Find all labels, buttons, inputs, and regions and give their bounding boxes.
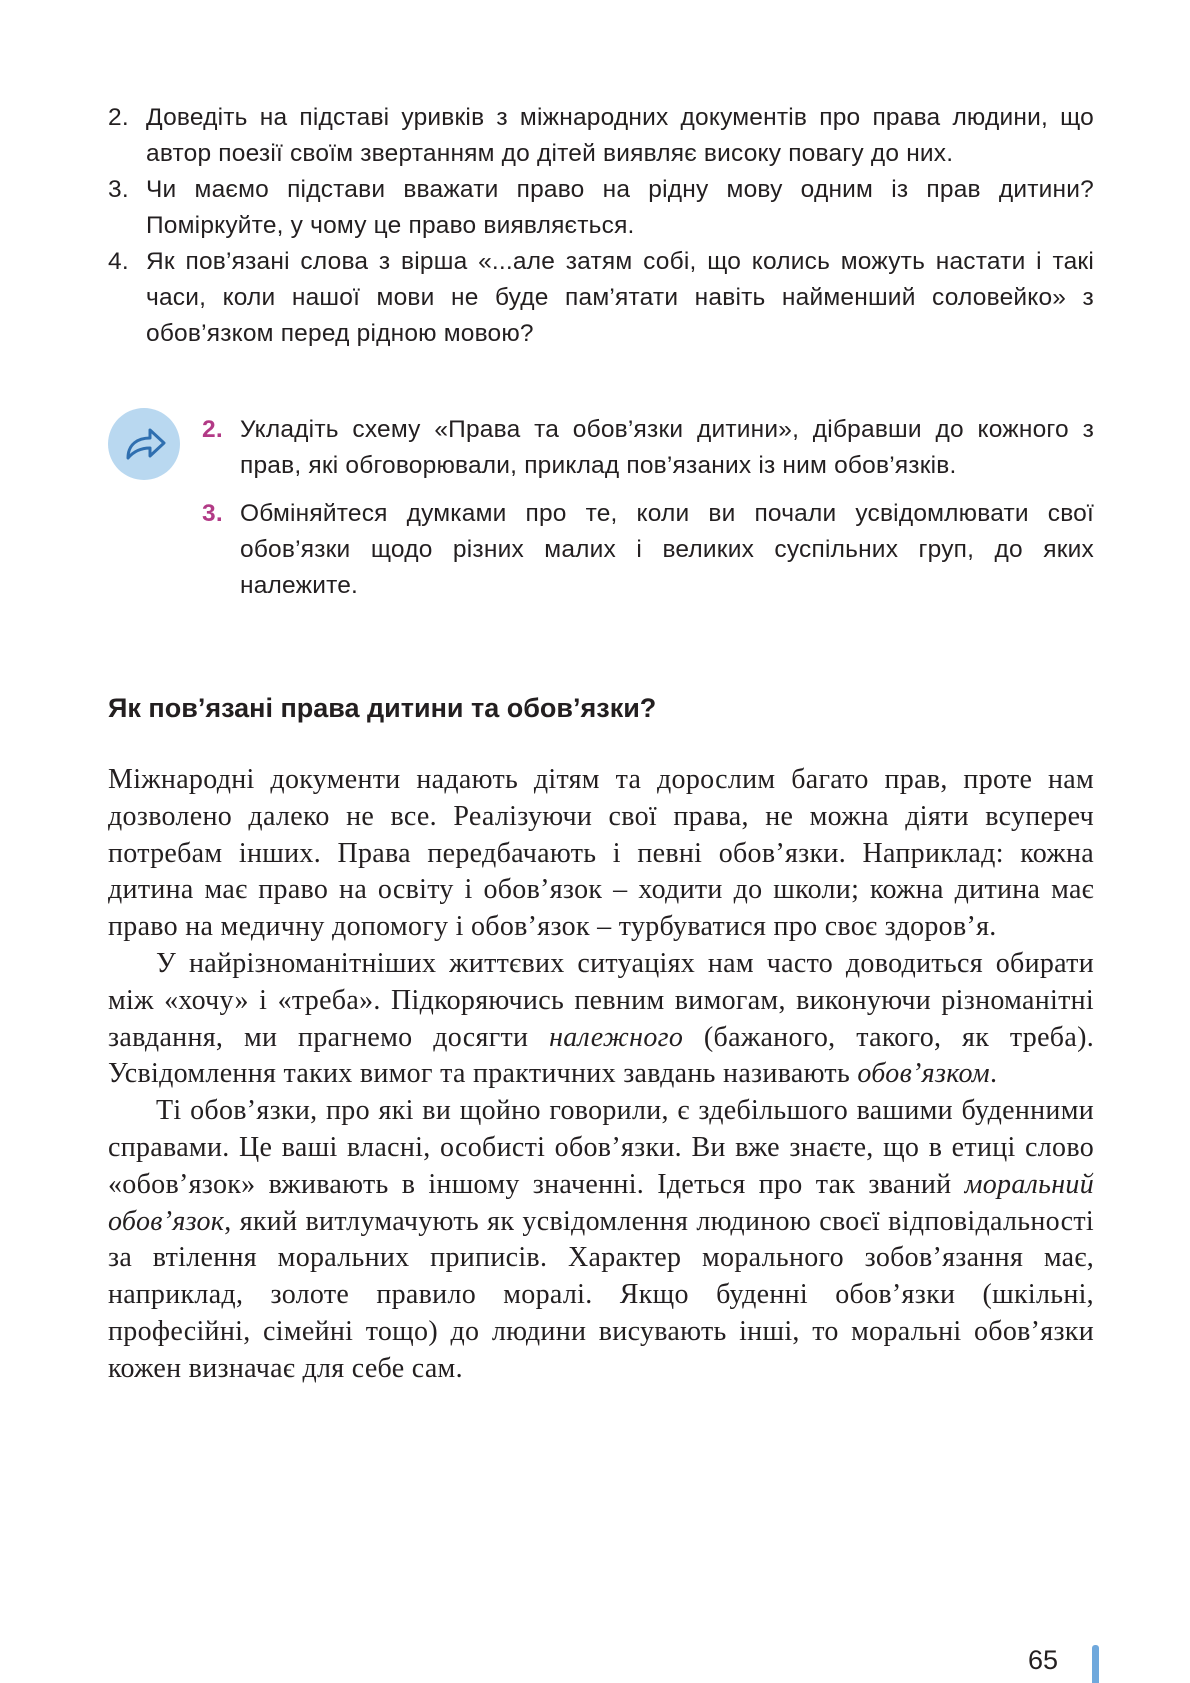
tasks-list — [202, 412, 1094, 616]
body-text — [108, 762, 1094, 1388]
question-number: 3. — [108, 176, 129, 203]
page-marker-bar — [1092, 1645, 1099, 1683]
questions-list — [108, 100, 1094, 352]
paragraph — [108, 946, 1094, 1093]
question-item — [108, 172, 1094, 244]
task-number: 2. — [202, 416, 223, 443]
emphasis: обов’язком — [857, 1058, 990, 1090]
question-number: 4. — [108, 248, 129, 275]
task-item — [202, 496, 1094, 604]
question-text: Доведіть на підставі уривків з міжнародних документів про права людини, що автор поезії своїм звертанням до дітей виявляє високу повагу до них. — [146, 104, 1094, 167]
text-run: (бажаного, такого, як треба). Усвідомлення таких вимог та практичних завдань називають — [108, 1021, 1094, 1090]
question-item — [108, 244, 1094, 352]
text-run: . — [989, 1058, 998, 1090]
question-number: 2. — [108, 104, 129, 131]
text-run: , який витлумачують як усвідомлення людиною своєї відповідальності за втілення моральних приписів. Характер морального зобов’язання має, наприклад, золоте правило моралі. Якщо буденні обов’язки (шкільні, професійні, сімейні тощо) до людини висувають інші, то моральні обов’язки кожен визначає для себе сам. — [108, 1205, 1094, 1384]
section-heading: Як пов’язані права дитини та обов’язки? — [108, 693, 657, 723]
share-arrow-icon — [108, 408, 180, 480]
text-run: Ті обов’язки, про які ви щойно говорили, є здебільшого вашими буденними справами. Це ваші власні, особисті обов’язки. Ви вже знаєте, що в етиці слово «обов’язок» вживають в іншому значенні. Ідеться про так званий — [108, 1095, 1094, 1200]
question-item — [108, 100, 1094, 172]
text-run: У найрізноманітніших життєвих ситуаціях нам часто доводиться обирати між «хочу» і «треба». Підкоряючись певним вимогам, виконуючи різноманітні завдання, ми прагнемо досягти — [108, 947, 1094, 1053]
task-text: Укладіть схему «Права та обов’язки дитини», дібравши до кожного з прав, які обговорювали, приклад пов’язаних із ним обов’язків. — [240, 416, 1094, 479]
paragraph: Міжнародні документи надають дітям та дорослим багато прав, проте нам дозволено далеко не все. Реалізуючи свої права, не можна діяти всупереч потребам інших. Права передбачають і певні обов’язки. Наприклад: кожна дитина має право на освіту і обов’язок – ходити до школи; кожна дитина має право на медичну допомогу і обов’язок – турбуватися про своє здоров’я. — [108, 764, 1094, 943]
task-text: Обміняйтеся думками про те, коли ви почали усвідомлювати свої обов’язки щодо різних малих і великих суспільних груп, до яких належите. — [240, 500, 1094, 599]
paragraph — [108, 1093, 1094, 1387]
emphasis: моральний обов’язок — [108, 1168, 1094, 1237]
question-text: Як пов’язані слова з вірша «...але затям собі, що колись можуть настати і такі часи, коли нашої мови не буде пам’ятати навіть найменший соловейко» з обов’язком перед рідною мовою? — [146, 248, 1094, 347]
page-number: 65 — [1028, 1645, 1059, 1675]
question-text: Чи маємо підстави вважати право на рідну мову одним із прав дитини? Поміркуйте, у чому це право виявляється. — [146, 176, 1094, 239]
share-arrow-glyph — [108, 408, 180, 480]
task-item — [202, 412, 1094, 484]
task-number: 3. — [202, 500, 223, 527]
emphasis: належного — [549, 1021, 684, 1053]
